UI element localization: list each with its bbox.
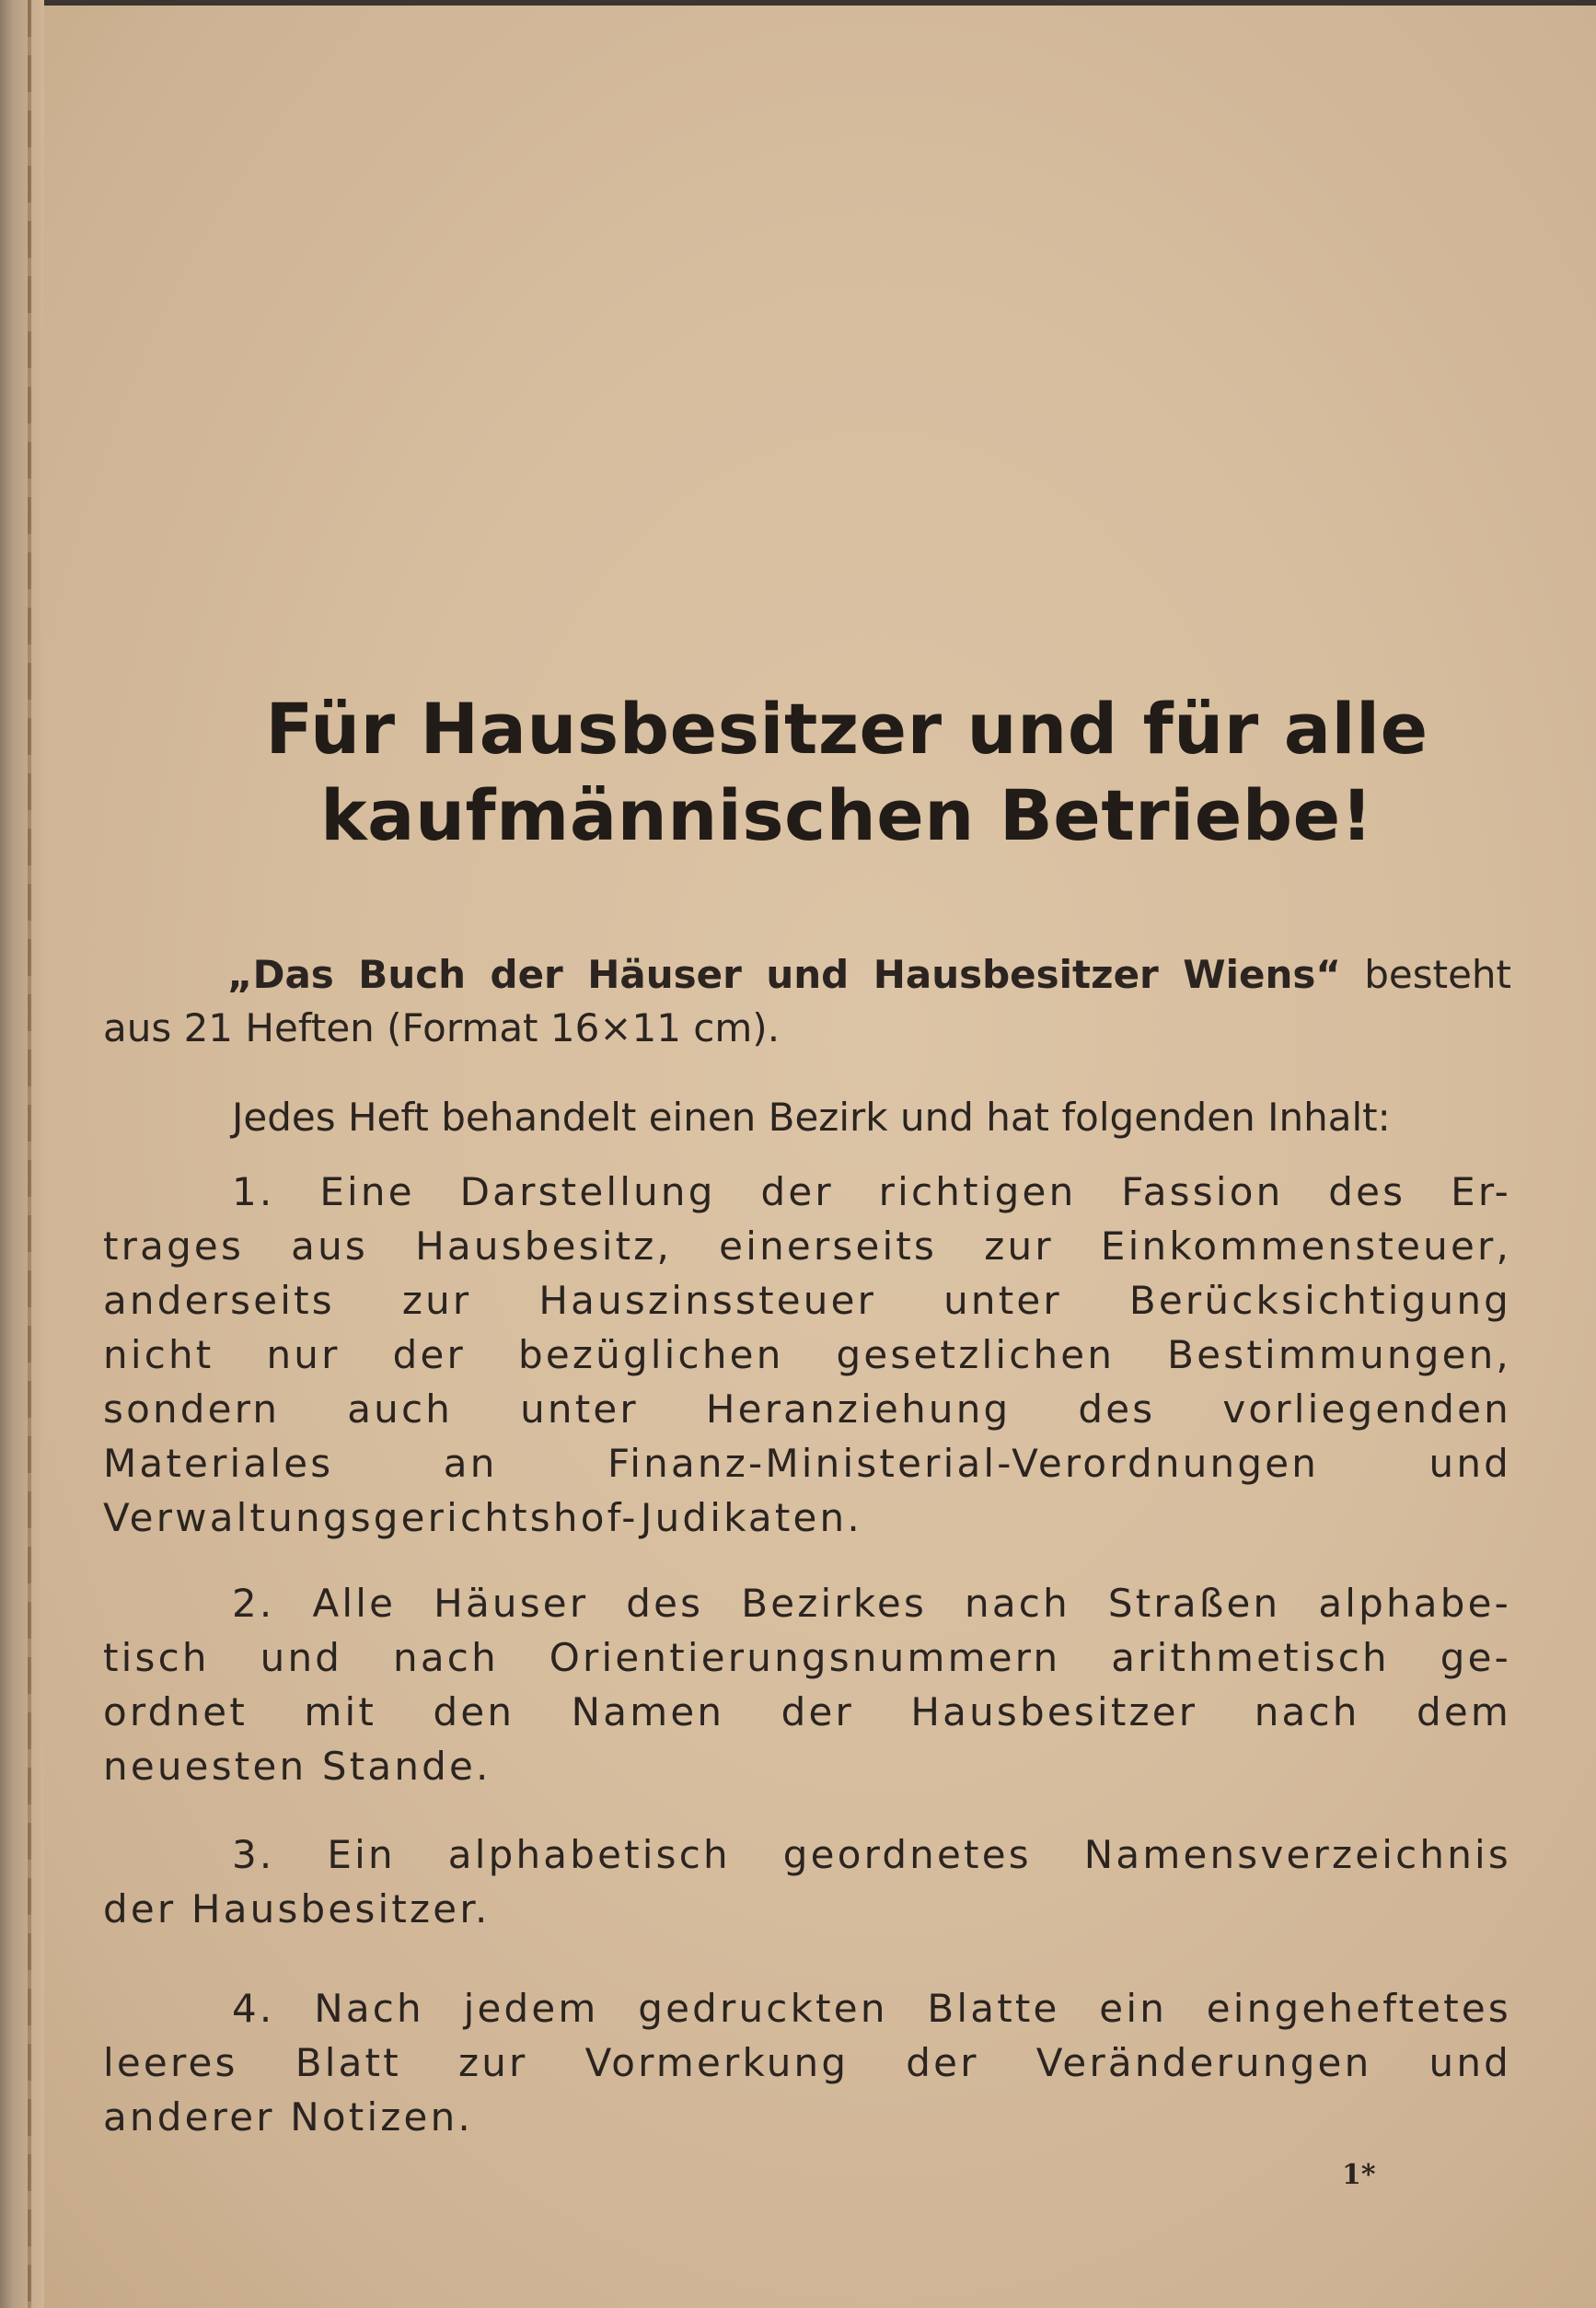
list-item-1 — [103, 1165, 1511, 1545]
page-number: 1* — [1342, 2159, 1376, 2191]
item-line: 3. Ein alphabetisch geordnetes Namensverzeichnis — [232, 1832, 1511, 1877]
title-line-1: Für Hausbesitzer und für alle — [265, 688, 1428, 770]
list-item-2 — [103, 1576, 1511, 1793]
item-line: neuesten Stande. — [103, 1744, 492, 1789]
item-line: ordnet mit den Namen der Hausbesitzer nach dem — [103, 1689, 1511, 1734]
item-line: trages aus Hausbesitz, einerseits zur Einkommensteuer, — [103, 1224, 1511, 1269]
lead-line-1-rest: besteht — [1364, 952, 1511, 997]
item-line: 1. Eine Darstellung der richtigen Fassion des Er- — [232, 1169, 1511, 1214]
item-line: leeres Blatt zur Vormerkung der Veränderungen und — [103, 2040, 1511, 2085]
list-item-3 — [103, 1827, 1511, 1936]
item-line: 4. Nach jedem gedruckten Blatte ein eingeheftetes — [232, 1986, 1511, 2031]
intro-paragraph: Jedes Heft behandelt einen Bezirk und hat folgenden Inhalt: — [232, 1095, 1391, 1140]
item-line: anderer Notizen. — [103, 2094, 473, 2140]
page-title — [129, 686, 1565, 859]
title-line-2: kaufmännischen Betriebe! — [320, 774, 1373, 856]
item-line: nicht nur der bezüglichen gesetzlichen Bestimmungen, — [103, 1332, 1511, 1377]
lead-paragraph — [103, 948, 1511, 1055]
list-item-4 — [103, 1981, 1511, 2144]
item-line: Materiales an Finanz-Ministerial-Verordnungen und — [103, 1441, 1511, 1486]
lead-line-2: aus 21 Heften (Format 16×11 cm). — [103, 1005, 781, 1050]
item-line: tisch und nach Orientierungsnummern arithmetisch ge- — [103, 1635, 1511, 1680]
item-line: Verwaltungsgerichtshof-Judikaten. — [103, 1495, 862, 1540]
item-line: 2. Alle Häuser des Bezirkes nach Straßen alphabe- — [232, 1581, 1511, 1626]
item-line: anderseits zur Hauszinssteuer unter Berücksichtigung — [103, 1278, 1511, 1323]
item-line: sondern auch unter Heranziehung des vorliegenden — [103, 1386, 1511, 1432]
lead-line-1 — [103, 948, 1511, 1002]
item-line: der Hausbesitzer. — [103, 1886, 491, 1931]
book-title: „Das Buch der Häuser und Hausbesitzer Wiens“ — [227, 952, 1341, 997]
